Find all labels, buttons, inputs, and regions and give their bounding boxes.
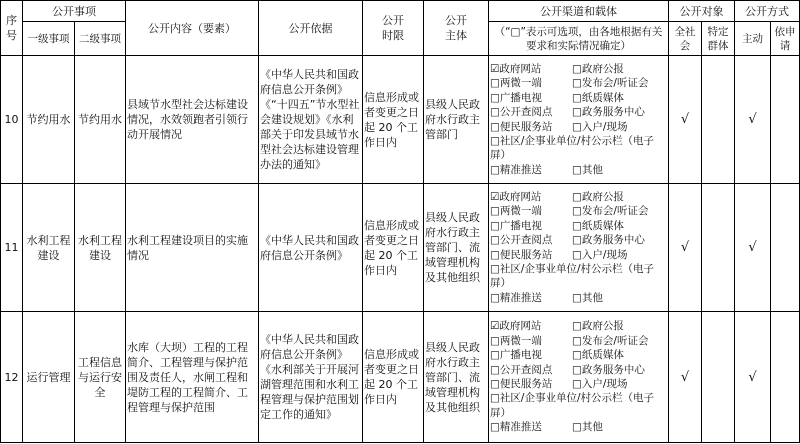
row-content: 县域节水型社会达标建设情况，水效领跑者引领行动开展情况 — [126, 56, 259, 184]
channel-gov-gazette: □政府公报 — [572, 320, 624, 333]
channel-gov-website: ☑政府网站 — [490, 62, 542, 75]
row-basis: 《中华人民共和国政府信息公开条例》《水利部关于开展河湖管理范围和水利工程管理与保护范围划定工作的通知》 — [259, 312, 363, 443]
header-content: 公开内容（要素） — [126, 1, 259, 56]
header-level2: 二级事项 — [75, 22, 126, 56]
row-method-active-check: √ — [735, 56, 771, 184]
channel-line — [490, 377, 667, 391]
row-time-limit: 信息形成或者变更之日起 20 个工作日内 — [363, 56, 424, 184]
channel-line — [490, 163, 667, 177]
channel-press-hearing: □发布会/听证会 — [572, 334, 649, 347]
row-level1: 水利工程建设 — [23, 184, 75, 312]
channel-line — [490, 219, 667, 233]
row-seq: 10 — [1, 56, 23, 184]
channel-broadcast: □广播电视 — [490, 219, 542, 232]
channel-convenience-station: □便民服务站 — [490, 120, 553, 133]
row-basis: 《中华人民共和国政府信息公开条例》 — [259, 184, 363, 312]
channel-print-media: □纸质媒体 — [572, 219, 624, 232]
row-target-all-check: √ — [669, 312, 702, 443]
channel-targeted-push: □精准推送 — [490, 421, 542, 434]
row-level1: 节约用水 — [23, 56, 75, 184]
channel-line — [490, 319, 667, 333]
channel-line — [490, 190, 667, 204]
channel-line — [490, 233, 667, 247]
row-level2: 水利工程建设 — [75, 184, 126, 312]
channel-print-media: □纸质媒体 — [572, 349, 624, 362]
channel-line — [490, 348, 667, 362]
header-method: 公开方式 — [735, 1, 800, 22]
channel-gov-gazette: □政府公报 — [572, 190, 624, 203]
channel-bulletin-board: □社区/企事业单位/村公示栏（电子屏） — [490, 392, 654, 419]
channel-targeted-push: □精准推送 — [490, 163, 542, 176]
channel-line — [490, 248, 667, 262]
channel-line — [490, 105, 667, 119]
channel-door-to-door: □入户/现场 — [572, 378, 628, 390]
row-subject: 县级人民政府水行政主管部门、流域管理机构及其他组织 — [424, 312, 489, 443]
channel-gov-website: ☑政府网站 — [490, 190, 542, 203]
row-method-request-check — [771, 184, 800, 312]
row-target-all-check: √ — [669, 184, 702, 312]
channel-service-center: □政务服务中心 — [572, 106, 645, 119]
row-time-limit: 信息形成或者变更之日起 20 个工作日内 — [363, 312, 424, 443]
header-time-limit-text: 公开时限 — [382, 14, 404, 42]
header-level1: 一级事项 — [23, 22, 75, 56]
channel-service-center: □政务服务中心 — [572, 363, 645, 376]
row-method-request-check — [771, 56, 800, 184]
row-method-active-check: √ — [735, 184, 771, 312]
channel-bulletin-board: □社区/企事业单位/村公示栏（电子屏） — [490, 262, 654, 290]
header-subject — [424, 1, 489, 56]
table-row — [1, 312, 800, 443]
channel-line — [490, 291, 667, 305]
channel-weibo-wechat: □两微一端 — [490, 334, 542, 347]
row-basis: 《中华人民共和国政府信息公开条例》《“十四五”节水型社会建设规划》《水利部关于印发县域节水型社会达标建设管理办法的通知》 — [259, 56, 363, 184]
row-subject: 县级人民政府水行政主管部门、流域管理机构及其他组织 — [424, 184, 489, 312]
channel-public-access-point: □公开查阅点 — [490, 234, 553, 247]
channel-press-hearing: □发布会/听证会 — [572, 77, 649, 90]
channel-line — [490, 363, 667, 377]
channel-other: □其他 — [572, 421, 603, 434]
row-target-group-check — [702, 184, 735, 312]
channel-line — [490, 204, 667, 218]
row-channels — [489, 56, 669, 184]
row-method-active-check: √ — [735, 312, 771, 443]
channel-weibo-wechat: □两微一端 — [490, 77, 542, 90]
channel-public-access-point: □公开查阅点 — [490, 106, 553, 119]
channel-broadcast: □广播电视 — [490, 91, 542, 104]
channel-broadcast: □广播电视 — [490, 349, 542, 362]
row-channels — [489, 312, 669, 443]
header-seq — [1, 1, 23, 56]
channel-press-hearing: □发布会/听证会 — [572, 205, 649, 218]
row-content: 水利工程建设项目的实施情况 — [126, 184, 259, 312]
channel-convenience-station: □便民服务站 — [490, 378, 553, 390]
header-target: 公开对象 — [669, 1, 735, 22]
row-target-all-check: √ — [669, 56, 702, 184]
channel-line — [490, 91, 667, 105]
channel-gov-gazette: □政府公报 — [572, 62, 624, 75]
header-target-all: 全社会 — [669, 22, 702, 56]
channel-line — [490, 62, 667, 76]
header-row-1 — [1, 1, 800, 22]
row-target-group-check — [702, 312, 735, 443]
table-row — [1, 56, 800, 184]
header-items-group: 公开事项 — [23, 1, 126, 22]
channel-line — [490, 334, 667, 348]
channel-line — [490, 420, 667, 434]
header-subject-text: 公开主体 — [445, 14, 467, 42]
row-level1: 运行管理 — [23, 312, 75, 443]
channel-bulletin-board: □社区/企事业单位/村公示栏（电子屏） — [490, 134, 654, 162]
channel-print-media: □纸质媒体 — [572, 91, 624, 104]
row-level2: 节约用水 — [75, 56, 126, 184]
channel-public-access-point: □公开查阅点 — [490, 363, 553, 376]
row-channels — [489, 184, 669, 312]
header-channels-note: （“□”表示可选项，由各地根据有关要求和实际情况确定） — [489, 22, 669, 56]
row-target-group-check — [702, 56, 735, 184]
channel-door-to-door: □入户/现场 — [572, 248, 628, 261]
channel-targeted-push: □精准推送 — [490, 291, 542, 304]
row-time-limit: 信息形成或者变更之日起 20 个工作日内 — [363, 184, 424, 312]
row-seq: 11 — [1, 184, 23, 312]
row-seq: 12 — [1, 312, 23, 443]
row-subject: 县级人民政府水行政主管部门 — [424, 56, 489, 184]
header-method-active: 主动 — [735, 22, 771, 56]
channel-line — [490, 76, 667, 90]
header-target-group: 特定群体 — [702, 22, 735, 56]
header-channels: 公开渠道和载体 — [489, 1, 669, 22]
channel-gov-website: ☑政府网站 — [490, 320, 542, 333]
row-method-request-check — [771, 312, 800, 443]
channel-other: □其他 — [572, 291, 603, 304]
channel-other: □其他 — [572, 163, 603, 176]
channel-weibo-wechat: □两微一端 — [490, 205, 542, 218]
header-method-request: 依申请 — [771, 22, 800, 56]
channel-door-to-door: □入户/现场 — [572, 120, 628, 133]
channel-convenience-station: □便民服务站 — [490, 248, 553, 261]
channel-service-center: □政务服务中心 — [572, 234, 645, 247]
channel-line — [490, 120, 667, 134]
header-time-limit — [363, 1, 424, 56]
header-basis: 公开依据 — [259, 1, 363, 56]
header-seq-text: 序号 — [6, 14, 17, 42]
row-level2: 工程信息与运行安全 — [75, 312, 126, 443]
table-row — [1, 184, 800, 312]
row-content: 水库（大坝）工程的工程简介、工程管理与保护范围及责任人，水闸工程和堤防工程的工程简介、工程管理与保护范围 — [126, 312, 259, 443]
